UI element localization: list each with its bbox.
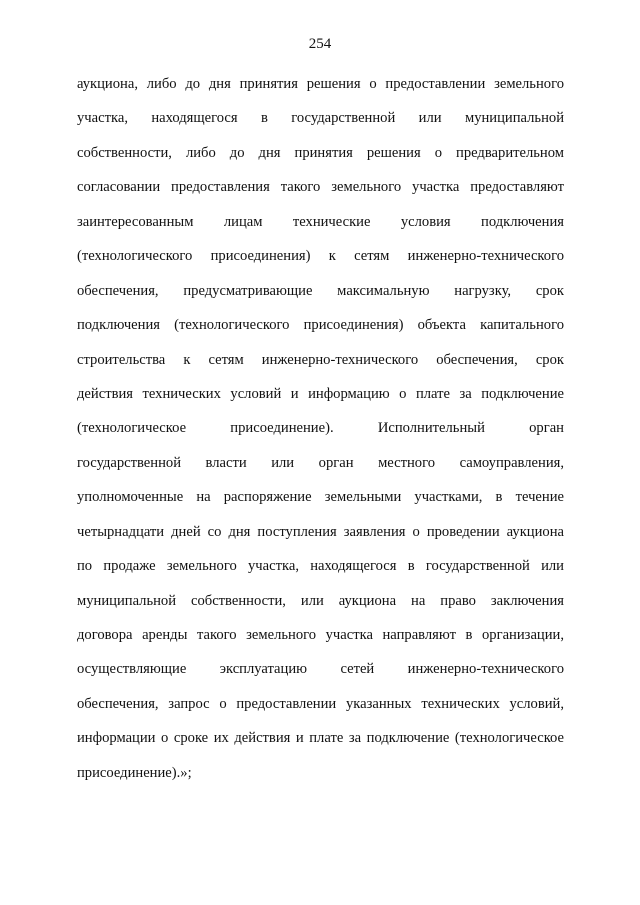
text-line: аукциона, либо до дня принятия решения о предоставлении земельного [77,76,564,92]
text-line: муниципальной собственности, или аукциона на право заключения [77,592,564,609]
text-line: действия технических условий и информацию о плате за подключение [77,385,564,402]
text-line: информации о сроке их действия и плате за подключение (технологическое [77,730,564,747]
page-number: 254 [308,36,332,52]
text-line: обеспечения, предусматривающие максимальную нагрузку, срок [77,282,564,299]
text-line: (технологическое присоединение). Исполнительный орган [77,420,564,437]
text-line: строительства к сетям инженерно-технического обеспечения, срок [77,351,564,368]
text-line: согласовании предоставления такого земельного участка предоставляют [77,179,564,196]
text-line: осуществляющие эксплуатацию сетей инженерно-технического [77,661,564,678]
text-line: уполномоченные на распоряжение земельными участками, в течение [77,489,564,506]
text-line: подключения (технологического присоединения) объекта капитального [77,317,564,334]
body-paragraph [77,67,564,790]
text-line: присоединение).»; [77,764,192,781]
text-line: четырнадцати дней со дня поступления заявления о проведении аукциона [77,523,564,540]
text-line: по продаже земельного участка, находящегося в государственной или [77,558,564,575]
text-line: (технологического присоединения) к сетям инженерно-технического [77,248,564,265]
text-line: участка, находящегося в государственной или муниципальной [77,110,564,127]
text-line: собственности, либо до дня принятия решения о предварительном [77,144,564,161]
text-line: заинтересованным лицам технические условия подключения [77,213,564,230]
text-line: государственной власти или орган местного самоуправления, [77,454,564,471]
text-line: договора аренды такого земельного участка направляют в организации, [77,627,564,643]
text-line: обеспечения, запрос о предоставлении указанных технических условий, [77,695,564,712]
